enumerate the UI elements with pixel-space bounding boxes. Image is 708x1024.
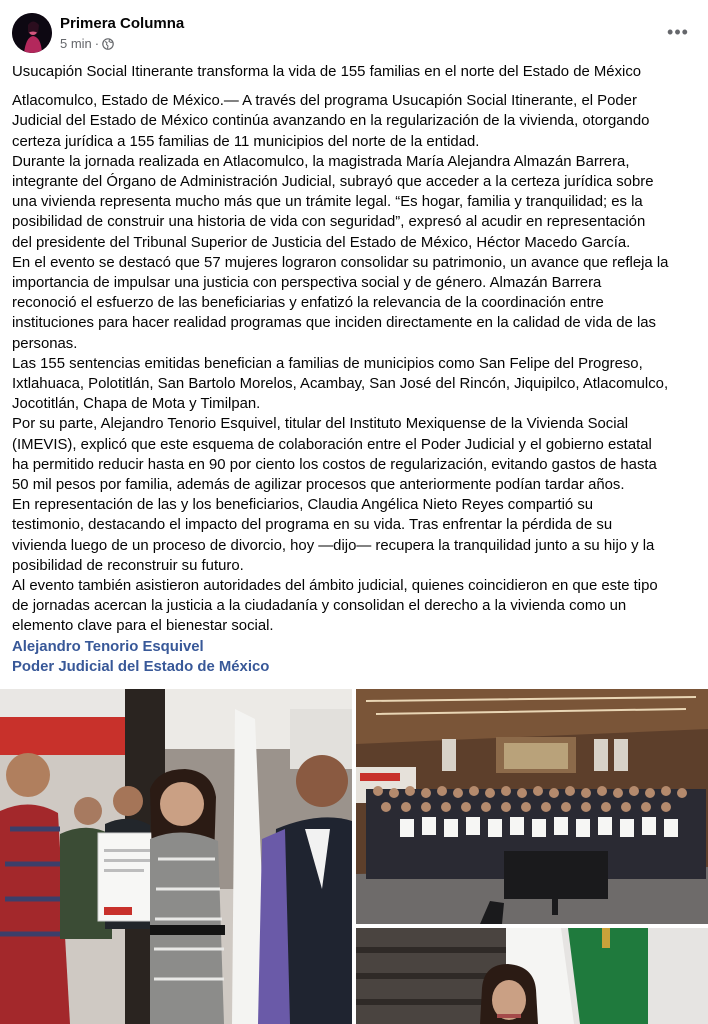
- photo-woman-with-flag[interactable]: [356, 928, 708, 1024]
- post-line: una vivienda representa mucho más que un trámite legal. “Es hogar, familia y tranquilidad; es la: [12, 194, 643, 211]
- post-line: vivienda luego de un proceso de divorcio, hoy —dijo— recupera la tranquilidad junto a su hijo y la: [12, 537, 655, 554]
- post-line: En el evento se destacó que 57 mujeres lograron consolidar su patrimonio, un avance que refleja la: [12, 254, 669, 271]
- photo-grid: [0, 689, 708, 1024]
- post-line: de jornadas acercan la justicia a la ciudadanía y consolidan el derecho a la vivienda como un: [12, 598, 627, 615]
- post-line: reconoció el esfuerzo de las beneficiarias y enfatizó la relevancia de la coordinación entre: [12, 295, 604, 312]
- post-line: Las 155 sentencias emitidas benefician a familias de municipios como San Felipe del Progreso,: [12, 355, 643, 372]
- photo-group-auditorium[interactable]: [356, 689, 708, 924]
- post-body: [12, 62, 700, 677]
- post-line: (IMEVIS), explicó que este esquema de colaboración entre el Poder Judicial y el gobierno estatal: [12, 436, 652, 453]
- post-title: Usucapión Social Itinerante transforma la vida de 155 familias en el norte del Estado de México: [12, 64, 642, 80]
- post-line: En representación de las y los beneficiarios, Claudia Angélica Nieto Reyes compartió su: [12, 497, 594, 514]
- post-line: Judicial del Estado de México continúa avanzando en la regularización de la vivienda, otorgando: [12, 113, 650, 130]
- tag-link-poder-judicial[interactable]: Poder Judicial del Estado de México: [12, 658, 270, 675]
- post-line: posibilidad de reconstruir su futuro.: [12, 557, 244, 574]
- post-line: testimonio, destacando el impacto del programa en su vida. Tras enfrentar la pérdida de su: [12, 517, 613, 534]
- page-avatar[interactable]: [12, 13, 52, 53]
- more-options-button[interactable]: •••: [667, 22, 689, 42]
- meta-separator: ·: [94, 36, 100, 51]
- post-header: [0, 0, 708, 62]
- post-line: posibilidad de construir una historia de vida con seguridad”, expresó al acudir en representación: [12, 214, 646, 231]
- tag-link-alejandro[interactable]: Alejandro Tenorio Esquivel: [12, 638, 204, 655]
- post-line: Durante la jornada realizada en Atlacomulco, la magistrada María Alejandra Almazán Barrera,: [12, 153, 630, 170]
- post-line: Jocotitlán, Chapa de Mota y Timilpan.: [12, 396, 261, 413]
- photo-certificate-handover[interactable]: [0, 689, 352, 1024]
- post-line: elemento clave para el bienestar social.: [12, 618, 274, 635]
- post-line: Al evento también asistieron autoridades del ámbito judicial, quienes coincidieron en que este tipo: [12, 578, 658, 595]
- post-meta: [60, 36, 114, 51]
- post-line: instituciones para hacer realidad programas que inciden directamente en la calidad de vida de las: [12, 315, 656, 332]
- page-name[interactable]: Primera Columna: [60, 15, 185, 32]
- post-line: del presidente del Tribunal Superior de Justicia del Estado de México, Héctor Macedo García.: [12, 234, 631, 251]
- post-line: Ixtlahuaca, Polotitlán, San Bartolo Morelos, Acambay, San José del Rincón, Jiquipilco, Atlacomulco,: [12, 376, 669, 393]
- post-line: integrante del Órgano de Administración Judicial, subrayó que acceder a la certeza jurídica sobre: [12, 174, 654, 191]
- post-line: Por su parte, Alejandro Tenorio Esquivel, titular del Instituto Mexiquense de la Vivienda Social: [12, 416, 629, 433]
- post-line: certeza jurídica a 155 familias de 11 municipios del norte de la entidad.: [12, 133, 480, 150]
- post-time[interactable]: 5 min: [60, 36, 92, 51]
- globe-icon: [102, 38, 114, 50]
- post-line: personas.: [12, 335, 78, 352]
- post-line: 50 mil pesos por familia, además de agilizar procesos que anteriormente podían tardar años.: [12, 477, 625, 494]
- post-line: Atlacomulco, Estado de México.— A través del programa Usucapión Social Itinerante, el Poder: [12, 93, 637, 110]
- post-line: ha permitido reducir hasta en 90 por ciento los costos de regularización, evitando gastos de hasta: [12, 456, 657, 473]
- post-line: importancia de impulsar una justicia con perspectiva social y de género. Almazán Barrera: [12, 275, 602, 292]
